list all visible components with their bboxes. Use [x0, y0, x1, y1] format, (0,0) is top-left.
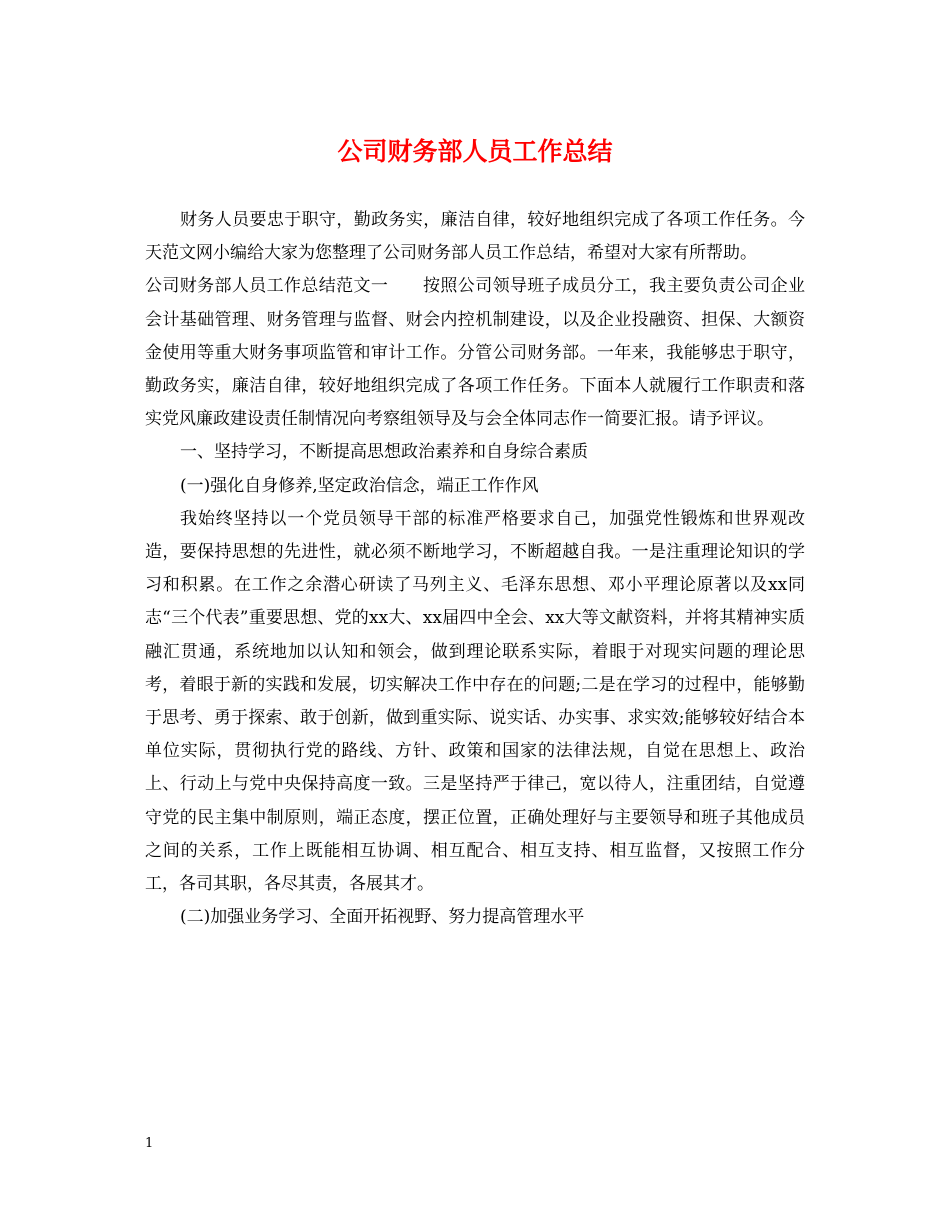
- subsection-heading-2: (二)加强业务学习、全面开拓视野、努力提高管理水平: [180, 907, 585, 928]
- section-heading-1: 一、坚持学习，不断提高思想政治素养和自身综合素质: [180, 442, 588, 463]
- paragraph-study: 我始终坚持以一个党员领导干部的标准严格要求自己，加强党性锻炼和世界观改造，要保持思想的先进性，就必须不断地学习，不断超越自我。一是注重理论知识的学习和积累。在工作之余潜心研读了马列主义、毛泽东思想、邓小平理论原著以及xx同志“三个代表”重要思想、党的xx大、xx届四中全会、xx大等文献资料，并将其精神实质融汇贯通，系统地加以认知和领会，做到理论联系实际，着眼于对现实问题的理论思考，着眼于新的实践和发展，切实解决工作中存在的问题;二是在学习的过程中，能够勤于思考、勇于探索、敢于创新，做到重实际、说实话、办实事、求实效;能够较好结合本单位实际，贯彻执行党的路线、方针、政策和国家的法律法规，自觉在思想上、政治上、行动上与党中央保持高度一致。三是坚持严于律己，宽以待人，注重团结，自觉遵守党的民主集中制原则，端正态度，摆正位置，正确处理好与主要领导和班子其他成员之间的关系，工作上既能相互协调、相互配合、相互支持、相互监督，又按照工作分工，各司其职，各尽其责，各展其才。: [145, 508, 805, 895]
- subsection-heading-1: (一)强化自身修养,坚定政治信念，端正工作作风: [180, 475, 539, 496]
- document-body: [145, 204, 805, 934]
- document-title: 公司财务部人员工作总结: [337, 137, 613, 166]
- paragraph-sample-one: 公司财务部人员工作总结范文一 按照公司领导班子成员分工，我主要负责公司企业会计基础管理、财务管理与监督、财会内控机制建设，以及企业投融资、担保、大额资金使用等重大财务事项监管和审计工作。分管公司财务部。一年来，我能够忠于职守，勤政务实，廉洁自律，较好地组织完成了各项工作任务。下面本人就履行工作职责和落实党风廉政建设责任制情况向考察组领导及与会全体同志作一简要汇报。请予评议。: [145, 276, 805, 430]
- paragraph-intro: 财务人员要忠于职守，勤政务实，廉洁自律，较好地组织完成了各项工作任务。今天范文网小编给大家为您整理了公司财务部人员工作总结，希望对大家有所帮助。: [145, 210, 805, 264]
- page-number: 1: [145, 1136, 154, 1151]
